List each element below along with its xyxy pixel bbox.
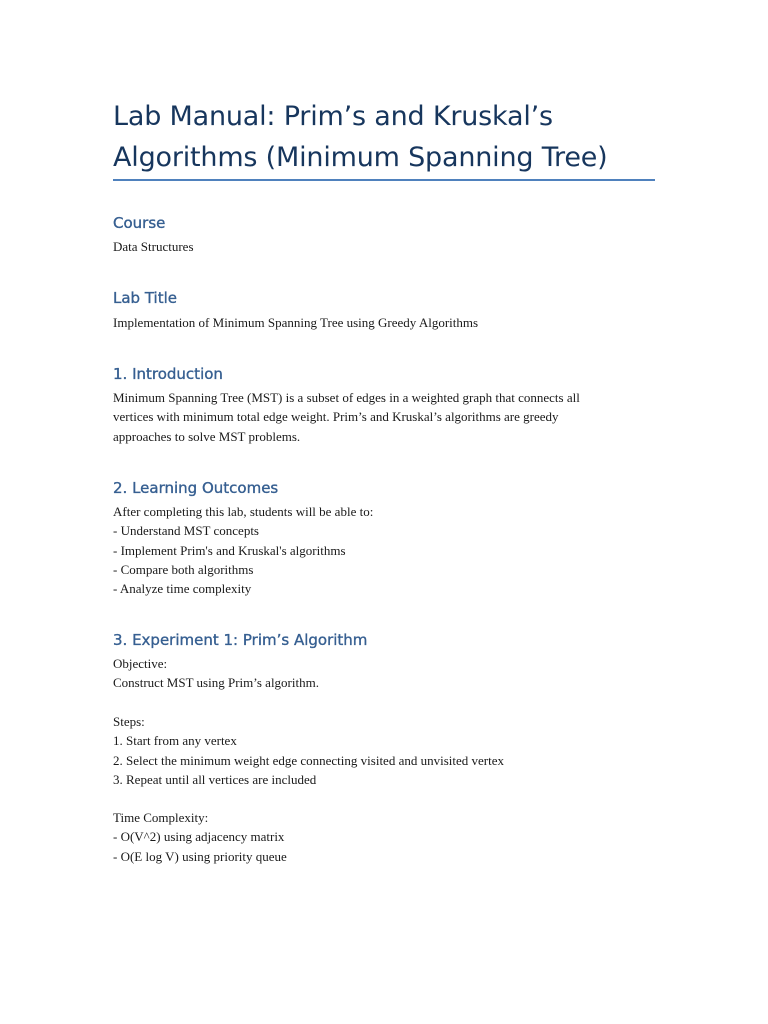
list-item: 2. Select the minimum weight edge connecting visited and unvisited vertex: [113, 752, 504, 768]
list-item: 1. Start from any vertex: [113, 733, 237, 749]
text-line: Objective:: [113, 656, 168, 671]
list-item: - Analyze time complexity: [113, 581, 252, 597]
list-item: - O(V^2) using adjacency matrix: [113, 829, 285, 845]
text-line: vertices with minimum total edge weight. Prim’s and Kruskal’s algorithms are greedy: [113, 409, 559, 425]
list-item: - Implement Prim's and Kruskal's algorithms: [113, 542, 346, 558]
title-line: Algorithms (Minimum Spanning Tree): [113, 142, 608, 173]
list-item: - Understand MST concepts: [113, 523, 259, 539]
text-line: Implementation of Minimum Spanning Tree using Greedy Algorithms: [113, 315, 479, 330]
experiment1-complexity: [113, 808, 653, 866]
learning-outcomes-heading: 2. Learning Outcomes: [113, 479, 279, 497]
text-line: Construct MST using Prim’s algorithm.: [113, 675, 319, 691]
course-heading: Course: [113, 214, 166, 232]
text-line: Data Structures: [113, 239, 194, 254]
introduction-text: [113, 388, 653, 446]
list-item: - O(E log V) using priority queue: [113, 848, 287, 864]
experiment1-steps: [113, 712, 653, 789]
title-line: Lab Manual: Prim’s and Kruskal’s: [113, 101, 553, 132]
list-item: 3. Repeat until all vertices are included: [113, 771, 317, 787]
learning-outcomes-text: [113, 502, 653, 598]
text-line: After completing this lab, students will be able to:: [113, 504, 374, 519]
introduction-heading: 1. Introduction: [113, 365, 223, 383]
course-text: [113, 237, 653, 256]
text-line: Minimum Spanning Tree (MST) is a subset of edges in a weighted graph that connects all: [113, 390, 580, 405]
list-item: - Compare both algorithms: [113, 561, 254, 577]
text-line: approaches to solve MST problems.: [113, 428, 301, 444]
lab-title-heading: Lab Title: [113, 289, 177, 307]
title-underline: [113, 179, 655, 181]
experiment1-objective: [113, 654, 653, 693]
lab-title-text: [113, 313, 653, 332]
text-line: Time Complexity:: [113, 810, 209, 825]
experiment1-heading: 3. Experiment 1: Prim’s Algorithm: [113, 631, 368, 649]
text-line: Steps:: [113, 714, 145, 729]
document-title: [113, 96, 673, 178]
